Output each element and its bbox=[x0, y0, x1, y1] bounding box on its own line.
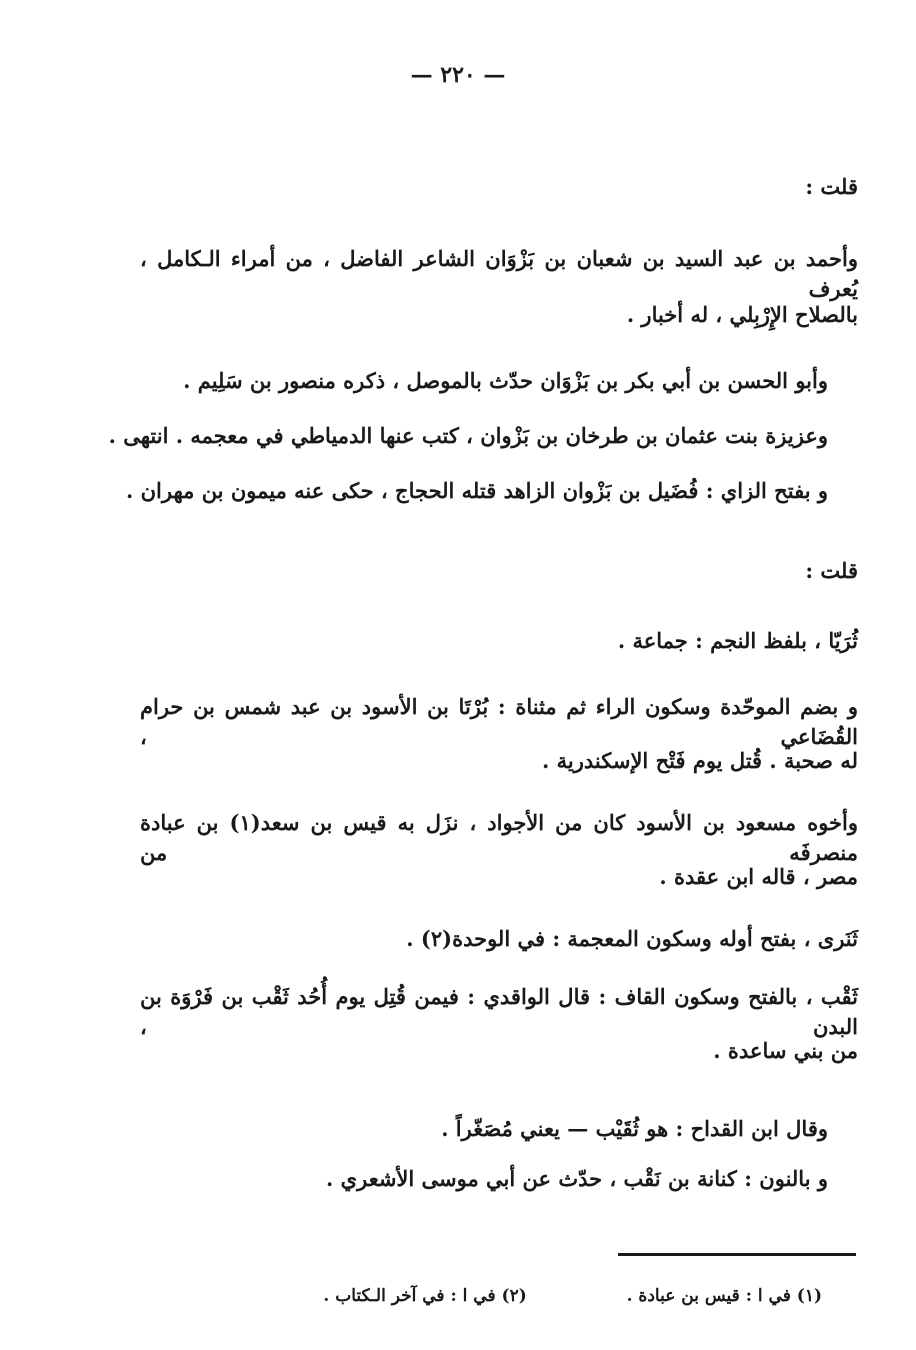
text-line: و بفتح الزاي : فُضَيل بن بَزْوان الزاهد قتله الحجاج ، حكى عنه ميمون بن مهران . bbox=[125, 478, 828, 503]
text-line: مصر ، قاله ابن عقدة . bbox=[659, 864, 858, 889]
paragraph-heading: قلت : bbox=[805, 174, 858, 199]
text-line: له صحبة . قُتل يوم فَتْح الإسكندرية . bbox=[542, 748, 858, 773]
footnotes bbox=[323, 1286, 822, 1306]
paragraph-heading: قلت : bbox=[805, 558, 858, 583]
text-line: ثُرَيّا ، بلفظ النجم : جماعة . bbox=[617, 628, 858, 653]
footnote-divider bbox=[618, 1253, 856, 1256]
text-line: وأبو الحسن بن أبي بكر بن بَزْوَان حدّث بالموصل ، ذكره منصور بن سَلِيم . bbox=[183, 368, 828, 393]
text-line: بالصلاح الإِرْبِلي ، له أخبار . bbox=[626, 302, 858, 327]
text-line: وعزيزة بنت عثمان بن طرخان بن بَزْوان ، كتب عنها الدمياطي في معجمه . انتهى . bbox=[108, 423, 828, 448]
footnote-2: (٢) في ا : في آخر الـكتاب . bbox=[323, 1286, 527, 1306]
page-number: — ٢٢٠ — bbox=[410, 62, 506, 88]
text-line: و بالنون : كنانة بن نَقْب ، حدّث عن أبي موسى الأشعري . bbox=[326, 1166, 828, 1191]
text-line: ثَنَرى ، بفتح أوله وسكون المعجمة : في الوحدة(٢) . bbox=[406, 926, 858, 951]
text-line: وأخوه مسعود بن الأسود كان من الأجواد ، نزَل به قيس بن سعد(١) بن عبادة منصرفَه من bbox=[140, 810, 858, 865]
text-line: وأحمد بن عبد السيد بن شعبان بن بَزْوَان الشاعر الفاضل ، من أمراء الـكامل ، يُعرف bbox=[140, 246, 858, 301]
footnote-1: (١) في ا : قيس بن عبادة . bbox=[626, 1286, 822, 1306]
text-line: و بضم الموحّدة وسكون الراء ثم مثناة : بُرْتَا بن الأسود بن عبد شمس بن حرام القُضَاعي ، bbox=[140, 694, 858, 749]
text-line: ثَقْب ، بالفتح وسكون القاف : قال الواقدي : فيمن قُتِل يوم أُحُد ثَقْب بن فَرْوَة بن البدن ، bbox=[140, 984, 858, 1039]
text-line: وقال ابن القداح : هو ثُقَيْب — يعني مُصَغّراً . bbox=[441, 1116, 828, 1141]
text-line: من بني ساعدة . bbox=[713, 1038, 858, 1063]
